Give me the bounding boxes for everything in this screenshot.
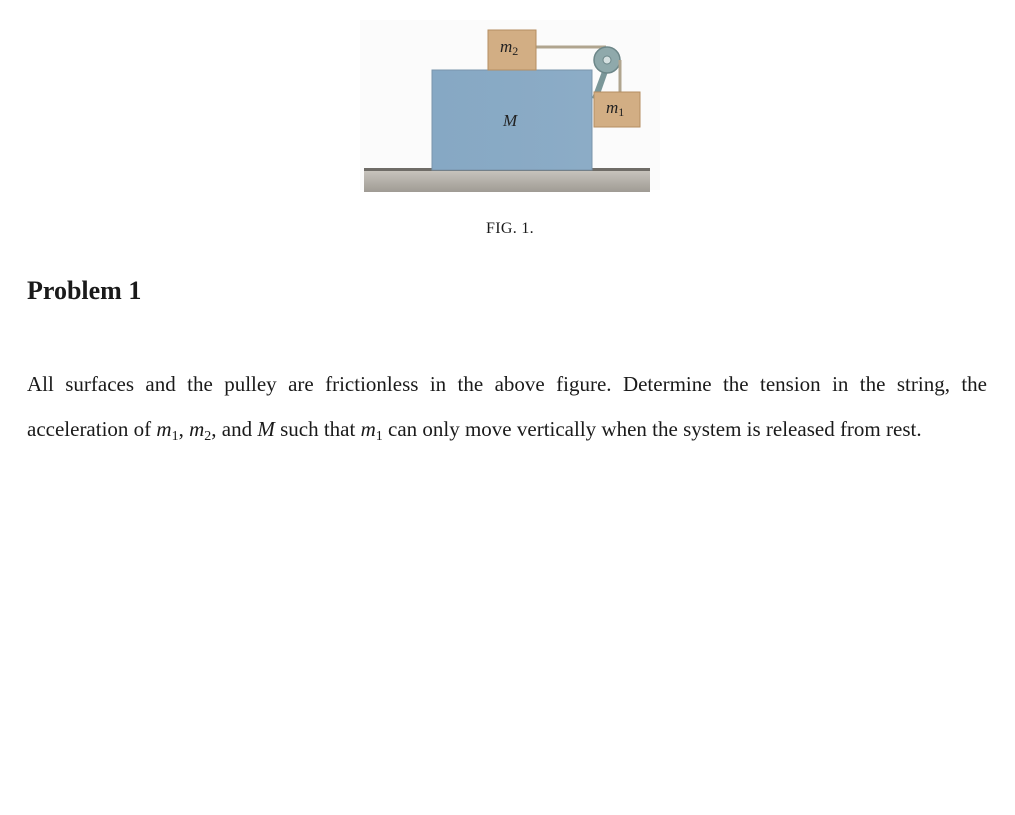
- label-m2: $m_2$: [500, 37, 519, 58]
- label-m1: $m_1$: [606, 98, 625, 119]
- problem-heading: Problem 1: [27, 276, 142, 305]
- label-M: M: [503, 111, 518, 130]
- pulley-axle: [603, 56, 611, 64]
- ground-surface: [364, 170, 650, 192]
- fig-1: [360, 20, 660, 200]
- problem-statement: All surfaces and the pulley are frictionless in the above figure. Determine the tension in the string, the acceleration of $m_1$, $m_2$, and M such that $m_1$ can only move vertically when the system is released from rest.: [27, 372, 987, 444]
- figure-caption: FIG. 1.: [486, 220, 534, 237]
